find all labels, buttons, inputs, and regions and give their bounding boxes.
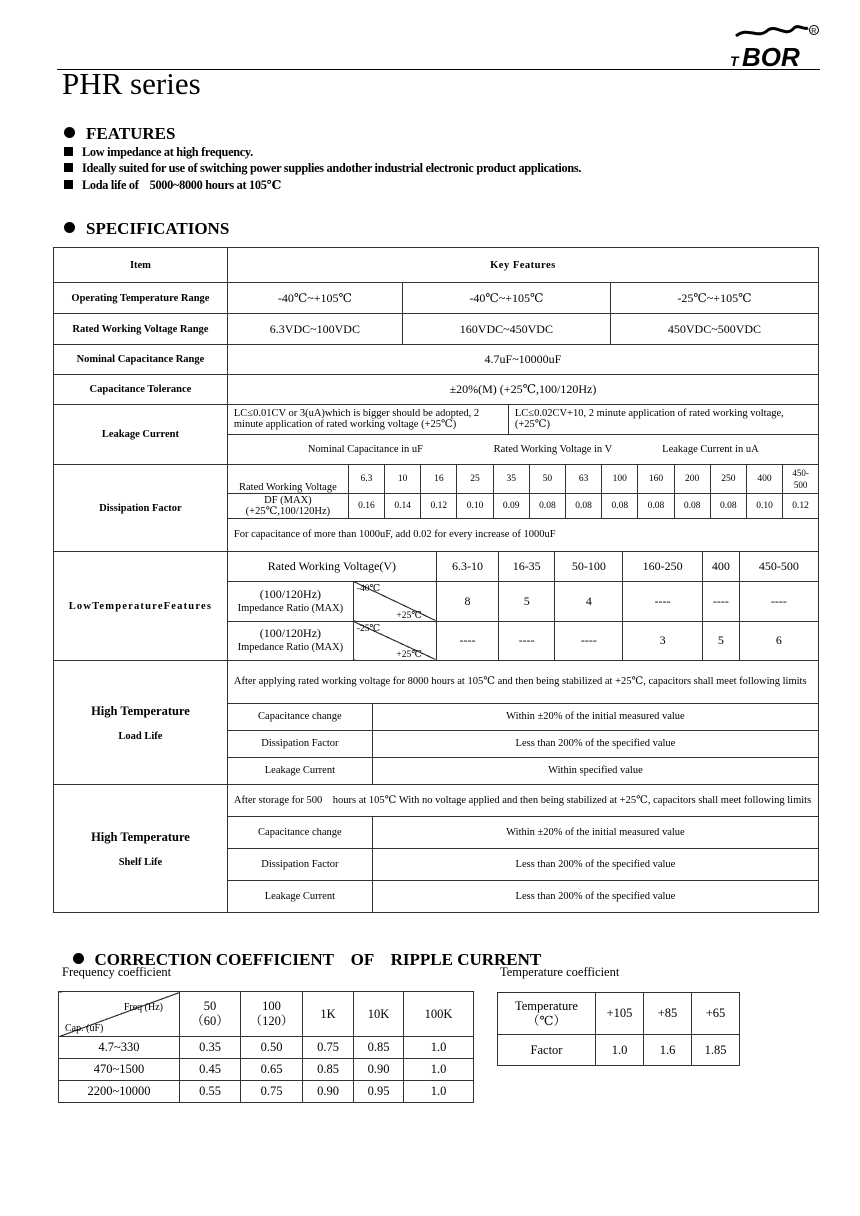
freq-alt-value: （60） [191,1014,229,1028]
cap-range-cell: 4.7~330 [59,1037,180,1059]
rated-voltage-value: 6.3VDC~100VDC [228,314,403,344]
impedance-value-cell: 3 [623,621,703,660]
temp-factor-cell: 1.85 [692,1035,740,1066]
freq-coefficient-cell: 0.65 [241,1059,303,1081]
nominal-cap-value: 4.7uF~10000uF [227,345,818,375]
freq-coefficient-cell: 0.35 [180,1037,241,1059]
temp-header: Temperature （℃） [498,993,596,1035]
op-temp-value: -40℃~+105℃ [228,283,403,313]
square-bullet-icon [64,163,73,172]
low-temp-voltage-label: Rated Working Voltage(V) [228,552,437,581]
load-life-limit: Less than 200% of the specified value [372,730,818,757]
temp-factor-cell: 1.6 [644,1035,692,1066]
factor-label: Factor [498,1035,596,1066]
freq-header-cell [303,992,354,1037]
freq-header-cell [241,992,303,1037]
shelf-life-param: Leakage Current [228,880,373,912]
cap-range-cell: 470~1500 [59,1059,180,1081]
df-voltage-cell: 250 [710,465,746,493]
feature-item: Loda life of 5000~8000 hours at 105℃ [64,177,281,193]
brand-logo [728,22,823,70]
shelf-life-limit: Within ±20% of the initial measured value [372,816,818,848]
df-value-cell: 0.16 [348,493,384,518]
df-value-cell: 0.10 [746,493,782,518]
page-title: PHR series [62,66,201,101]
freq-coefficient-cell: 0.50 [241,1037,303,1059]
shelf-life-desc: After storage for 500 hours at 105℃ With no voltage applied and then being stabilized at +25℃, capacitors shall meet following limits [228,785,818,816]
rated-voltage-value: 160VDC~450VDC [402,314,610,344]
freq-value: 100K [424,1006,453,1021]
freq-header-cell [180,992,241,1037]
freq-header-cell [404,992,474,1037]
shelf-life-limit: Less than 200% of the specified value [372,848,818,880]
rated-voltage-label: Rated Working Voltage Range [54,314,228,345]
load-life-table [228,661,818,784]
impedance-value-cell: ---- [739,581,818,621]
df-value-cell: 0.08 [674,493,710,518]
square-bullet-icon [64,147,73,156]
freq-coefficient-cell: 0.85 [303,1059,354,1081]
specifications-heading: SPECIFICATIONS [64,219,229,239]
df-voltage-cell: 6.3 [348,465,384,493]
ripple-heading: CORRECTION COEFFICIENT OF RIPPLE CURRENT [64,930,541,970]
df-value-cell: 0.12 [421,493,457,518]
df-value-cell: 0.10 [457,493,493,518]
freq-caption: Frequency coefficient [62,965,172,979]
bullet-icon [73,953,84,964]
load-life-limit: Within ±20% of the initial measured value [372,703,818,730]
impedance-value-cell: 5 [702,621,739,660]
df-voltage-label: Rated Working Voltage [228,465,349,493]
df-voltage-cell: 50 [529,465,565,493]
impedance-value-cell: 8 [436,581,498,621]
df-voltage-cell: 200 [674,465,710,493]
temp-factor-cell: 1.0 [596,1035,644,1066]
df-value-cell: 0.12 [783,493,818,518]
load-life-param: Capacitance change [228,703,373,730]
temperature-coefficient-table [497,992,740,1066]
impedance-value-cell: 6 [739,621,818,660]
feature-item: Low impedance at high frequency. [64,145,253,160]
freq-value: 10K [367,1006,390,1021]
temp-value-cell: +65 [692,993,740,1035]
impedance-value-cell: 4 [555,581,623,621]
freq-coefficient-cell: 0.95 [354,1081,404,1103]
freq-value: 1K [320,1006,336,1021]
temp-caption: Temperature coefficient [500,965,620,979]
col-item-header: Item [54,248,228,283]
svg-text:R: R [811,28,817,35]
square-bullet-icon [64,180,73,189]
feature-item: Ideally suited for use of switching power supplies andother industrial electronic product applications. [64,161,581,176]
op-temp-value: -40℃~+105℃ [402,283,610,313]
impedance-value-cell: ---- [623,581,703,621]
freq-header-cell [354,992,404,1037]
bullet-icon [64,127,75,138]
freq-corner-cell: Freq (Hz) Cap. (uF) [59,992,180,1037]
impedance-value-cell: ---- [499,621,555,660]
load-life-param: Leakage Current [228,757,373,784]
freq-coefficient-cell: 1.0 [404,1059,474,1081]
freq-alt-value: （120） [249,1014,294,1028]
temp-value-cell: +85 [644,993,692,1035]
low-temp-voltage-cell: 6.3-10 [436,552,498,581]
svg-text:T: T [730,53,739,69]
freq-coefficient-cell: 0.90 [303,1081,354,1103]
df-value-cell: 0.09 [493,493,529,518]
shelf-life-table [228,785,818,912]
low-temp-voltage-cell: 400 [702,552,739,581]
load-life-limit: Within specified value [372,757,818,784]
low-temp-voltage-cell: 450-500 [739,552,818,581]
leakage-label: Leakage Current [54,405,228,465]
df-voltage-cell: 100 [602,465,638,493]
impedance-label: (100/120Hz) Impedance Ratio (MAX) [228,581,354,621]
freq-value: 100 [262,999,281,1013]
shelf-life-param: Capacitance change [228,816,373,848]
freq-row [59,1059,474,1081]
leakage-left-text: LC≤0.01CV or 3(uA)which is bigger should be adopted, 2 minute application of rated working voltage (+25℃) [228,405,509,434]
freq-value: 50 [203,999,217,1013]
df-value-cell: 0.14 [385,493,421,518]
freq-coefficient-cell: 0.90 [354,1059,404,1081]
load-life-param: Dissipation Factor [228,730,373,757]
svg-text:BOR: BOR [742,42,800,70]
freq-coefficient-cell: 1.0 [404,1037,474,1059]
freq-coefficient-cell: 0.85 [354,1037,404,1059]
df-voltage-cell: 400 [746,465,782,493]
load-life-desc: After applying rated working voltage for 8000 hours at 105℃ and then being stabilized at +25℃, capacitors shall meet following limits [228,661,818,703]
df-label: Dissipation Factor [54,465,228,552]
impedance-label: (100/120Hz) Impedance Ratio (MAX) [228,621,354,660]
df-value-cell: 0.08 [566,493,602,518]
shelf-life-limit: Less than 200% of the specified value [372,880,818,912]
df-note: For capacitance of more than 1000uF, add 0.02 for every increase of 1000uF [233,529,556,541]
specifications-table [53,247,819,913]
rated-voltage-value: 450VDC~500VDC [610,314,818,344]
df-voltage-cell: 450- 500 [783,465,818,493]
freq-row [59,1037,474,1059]
leakage-legend: Nominal Capacitance in uF Rated Working Voltage in V Leakage Current in uA [307,443,759,455]
freq-coefficient-cell: 1.0 [404,1081,474,1103]
cap-tolerance-value: ±20%(M) (+25℃,100/120Hz) [227,375,818,405]
freq-coefficient-cell: 0.75 [241,1081,303,1103]
freq-row [59,1081,474,1103]
temp-diagonal-cell: -25℃ +25℃ [353,621,436,660]
shelf-life-param: Dissipation Factor [228,848,373,880]
df-value-cell: 0.08 [710,493,746,518]
low-temp-voltage-cell: 16-35 [499,552,555,581]
impedance-value-cell: 5 [499,581,555,621]
df-max-label: DF (MAX) (+25℃,100/120Hz) [228,493,349,518]
brand-logo-mark [728,22,823,70]
temp-value-cell: +105 [596,993,644,1035]
df-value-cell: 0.08 [602,493,638,518]
leakage-right-text: LC≤0.02CV+10, 2 minute application of rated working voltage, (+25℃) [508,405,818,434]
freq-coefficient-cell: 0.45 [180,1059,241,1081]
df-value-cell: 0.08 [529,493,565,518]
impedance-value-cell: ---- [555,621,623,660]
op-temp-label: Operating Temperature Range [54,283,228,314]
df-voltage-cell: 35 [493,465,529,493]
df-voltage-cell: 25 [457,465,493,493]
df-voltage-cell: 16 [421,465,457,493]
features-heading: FEATURES [64,124,175,144]
impedance-value-cell: ---- [436,621,498,660]
frequency-coefficient-table [58,991,474,1103]
col-key-header: Key Features [227,248,818,283]
bullet-icon [64,222,75,233]
load-life-label: High Temperature Load Life [54,661,228,785]
impedance-value-cell: ---- [702,581,739,621]
low-temp-voltage-cell: 50-100 [555,552,623,581]
low-temp-label: LowTemperatureFeatures [54,552,228,661]
df-voltage-cell: 10 [385,465,421,493]
freq-coefficient-cell: 0.75 [303,1037,354,1059]
df-voltage-cell: 63 [566,465,602,493]
df-table [228,465,818,551]
freq-coefficient-cell: 0.55 [180,1081,241,1103]
shelf-life-label: High Temperature Shelf Life [54,785,228,913]
nominal-cap-label: Nominal Capacitance Range [54,345,228,375]
op-temp-value: -25℃~+105℃ [610,283,818,313]
df-voltage-cell: 160 [638,465,674,493]
df-value-cell: 0.08 [638,493,674,518]
cap-tolerance-label: Capacitance Tolerance [54,375,228,405]
low-temp-table [228,552,818,660]
cap-range-cell: 2200~10000 [59,1081,180,1103]
temp-diagonal-cell: -40℃ +25℃ [353,581,436,621]
low-temp-voltage-cell: 160-250 [623,552,703,581]
